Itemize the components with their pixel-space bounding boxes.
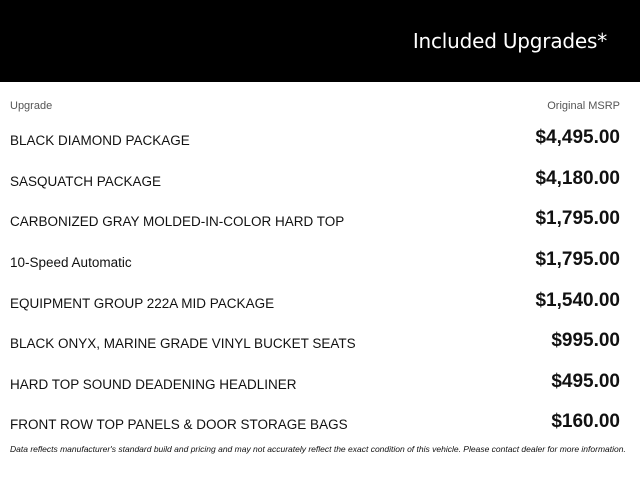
header-banner: [0, 0, 640, 82]
upgrade-price: $995.00: [551, 330, 620, 351]
upgrade-price: $4,495.00: [535, 127, 620, 148]
upgrade-name: EQUIPMENT GROUP 222A MID PACKAGE: [10, 296, 275, 311]
table-row: [0, 247, 640, 287]
upgrade-price: $4,180.00: [535, 168, 620, 189]
upgrade-price: $1,795.00: [535, 208, 620, 229]
upgrade-name: 10-Speed Automatic: [10, 255, 132, 270]
upgrade-price: $160.00: [551, 411, 620, 432]
upgrade-name: CARBONIZED GRAY MOLDED-IN-COLOR HARD TOP: [10, 214, 345, 229]
table-row: [0, 206, 640, 246]
table-row: [0, 369, 640, 409]
upgrade-price: $1,540.00: [535, 290, 620, 311]
column-header-msrp: Original MSRP: [547, 100, 620, 112]
upgrade-name: BLACK DIAMOND PACKAGE: [10, 133, 190, 148]
table-row: [0, 125, 640, 165]
page-title: Included Upgrades*: [412, 29, 607, 53]
table-row: [0, 166, 640, 206]
upgrade-price: $1,795.00: [535, 249, 620, 270]
upgrade-name: BLACK ONYX, MARINE GRADE VINYL BUCKET SEATS: [10, 336, 356, 351]
upgrade-name: SASQUATCH PACKAGE: [10, 174, 162, 189]
upgrade-name: HARD TOP SOUND DEADENING HEADLINER: [10, 377, 297, 392]
upgrade-name: FRONT ROW TOP PANELS & DOOR STORAGE BAGS: [10, 417, 348, 432]
column-header-upgrade: Upgrade: [10, 100, 53, 112]
table-row: [0, 328, 640, 368]
upgrade-price: $495.00: [551, 371, 620, 392]
table-row: [0, 288, 640, 328]
table-row: [0, 409, 640, 449]
disclaimer-text: Data reflects manufacturer's standard build and pricing and may not accurately reflect the exact condition of this vehicle. Please contact dealer for more information.: [10, 444, 626, 454]
